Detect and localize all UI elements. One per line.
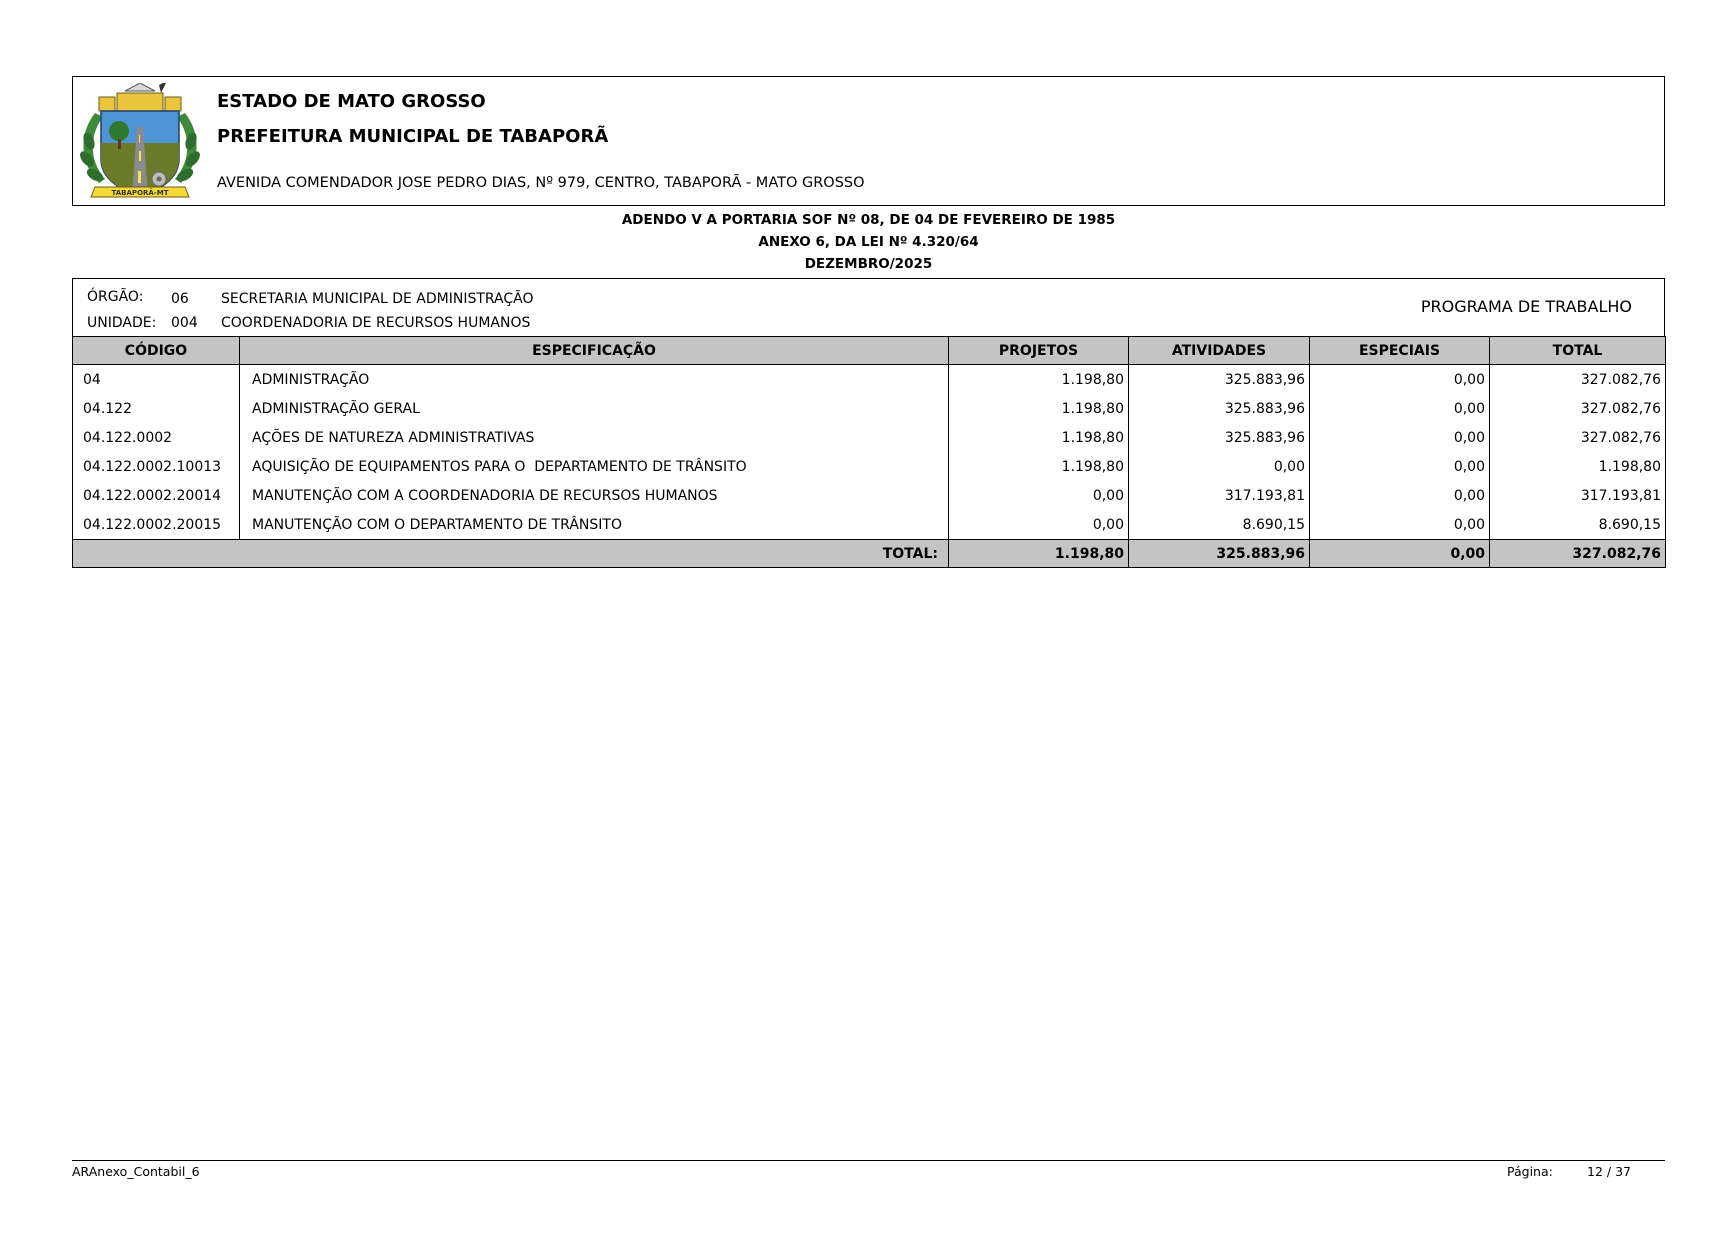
cell-especificacao: AQUISIÇÃO DE EQUIPAMENTOS PARA O DEPARTAMENTO DE TRÂNSITO	[240, 452, 949, 481]
cell-projetos: 1.198,80	[949, 452, 1129, 481]
cell-atividades: 325.883,96	[1129, 365, 1310, 395]
cell-especificacao: AÇÕES DE NATUREZA ADMINISTRATIVAS	[240, 423, 949, 452]
table-row	[73, 452, 1666, 481]
cell-codigo: 04.122.0002.20014	[73, 481, 240, 510]
total-label: TOTAL:	[73, 540, 949, 568]
table-row	[73, 365, 1666, 395]
cell-especiais: 0,00	[1310, 481, 1490, 510]
crest-ribbon-text: TABAPORÃ-MT	[111, 189, 169, 197]
cell-projetos: 1.198,80	[949, 365, 1129, 395]
table-total-row	[73, 540, 1666, 568]
header-codigo: CÓDIGO	[73, 337, 240, 365]
unidade-label: UNIDADE:	[87, 315, 157, 331]
cell-codigo: 04.122.0002.10013	[73, 452, 240, 481]
cell-atividades: 325.883,96	[1129, 394, 1310, 423]
cell-total: 327.082,76	[1490, 423, 1666, 452]
state-name: ESTADO DE MATO GROSSO	[217, 91, 486, 112]
cell-projetos: 1.198,80	[949, 394, 1129, 423]
page-label: Página:	[1507, 1164, 1553, 1179]
total-total: 327.082,76	[1490, 540, 1666, 568]
cell-atividades: 8.690,15	[1129, 510, 1310, 540]
report-titles	[72, 209, 1665, 275]
cell-codigo: 04.122	[73, 394, 240, 423]
table-row	[73, 481, 1666, 510]
cell-atividades: 325.883,96	[1129, 423, 1310, 452]
header-especificacao: ESPECIFICAÇÃO	[240, 337, 949, 365]
cell-especiais: 0,00	[1310, 423, 1490, 452]
cell-especificacao: ADMINISTRAÇÃO GERAL	[240, 394, 949, 423]
city-hall-name: PREFEITURA MUNICIPAL DE TABAPORÃ	[217, 126, 609, 147]
unidade-code: 004	[171, 315, 198, 331]
cell-especificacao: MANUTENÇÃO COM A COORDENADORIA DE RECURSOS HUMANOS	[240, 481, 949, 510]
cell-codigo: 04.122.0002	[73, 423, 240, 452]
cell-total: 317.193,81	[1490, 481, 1666, 510]
report-id: ARAnexo_Contabil_6	[72, 1164, 200, 1179]
cell-atividades: 0,00	[1129, 452, 1310, 481]
title-line-1: ADENDO V A PORTARIA SOF Nº 08, DE 04 DE FEVEREIRO DE 1985	[621, 212, 1116, 228]
cell-total: 8.690,15	[1490, 510, 1666, 540]
total-especiais: 0,00	[1310, 540, 1490, 568]
orgao-code: 06	[171, 291, 189, 307]
table-header-row	[73, 337, 1666, 365]
header-projetos: PROJETOS	[949, 337, 1129, 365]
cell-especiais: 0,00	[1310, 365, 1490, 395]
page-number: 12 / 37	[1587, 1164, 1631, 1179]
program-label: PROGRAMA DE TRABALHO	[1420, 297, 1632, 316]
cell-codigo: 04.122.0002.20015	[73, 510, 240, 540]
cell-projetos: 1.198,80	[949, 423, 1129, 452]
cell-especificacao: MANUTENÇÃO COM O DEPARTAMENTO DE TRÂNSITO	[240, 510, 949, 540]
municipal-crest-icon	[77, 83, 203, 201]
title-line-2: ANEXO 6, DA LEI Nº 4.320/64	[758, 234, 979, 250]
header-especiais: ESPECIAIS	[1310, 337, 1490, 365]
table-row	[73, 510, 1666, 540]
cell-total: 327.082,76	[1490, 365, 1666, 395]
header-box	[72, 76, 1665, 206]
orgao-label: ÓRGÃO:	[87, 289, 144, 305]
address: AVENIDA COMENDADOR JOSE PEDRO DIAS, Nº 979, CENTRO, TABAPORÃ - MATO GROSSO	[217, 175, 865, 191]
total-projetos: 1.198,80	[949, 540, 1129, 568]
header-total: TOTAL	[1490, 337, 1666, 365]
table-row	[73, 394, 1666, 423]
table-row	[73, 423, 1666, 452]
cell-projetos: 0,00	[949, 481, 1129, 510]
cell-total: 327.082,76	[1490, 394, 1666, 423]
unidade-name: COORDENADORIA DE RECURSOS HUMANOS	[221, 315, 531, 331]
work-program-table	[72, 336, 1666, 568]
cell-especiais: 0,00	[1310, 394, 1490, 423]
cell-especiais: 0,00	[1310, 452, 1490, 481]
title-line-3: DEZEMBRO/2025	[804, 256, 933, 272]
cell-especificacao: ADMINISTRAÇÃO	[240, 365, 949, 395]
footer-divider	[72, 1160, 1665, 1161]
cell-codigo: 04	[73, 365, 240, 395]
orgao-name: SECRETARIA MUNICIPAL DE ADMINISTRAÇÃO	[221, 291, 534, 307]
cell-projetos: 0,00	[949, 510, 1129, 540]
cell-total: 1.198,80	[1490, 452, 1666, 481]
organ-info-box	[72, 278, 1665, 336]
cell-especiais: 0,00	[1310, 510, 1490, 540]
total-atividades: 325.883,96	[1129, 540, 1310, 568]
cell-atividades: 317.193,81	[1129, 481, 1310, 510]
header-atividades: ATIVIDADES	[1129, 337, 1310, 365]
